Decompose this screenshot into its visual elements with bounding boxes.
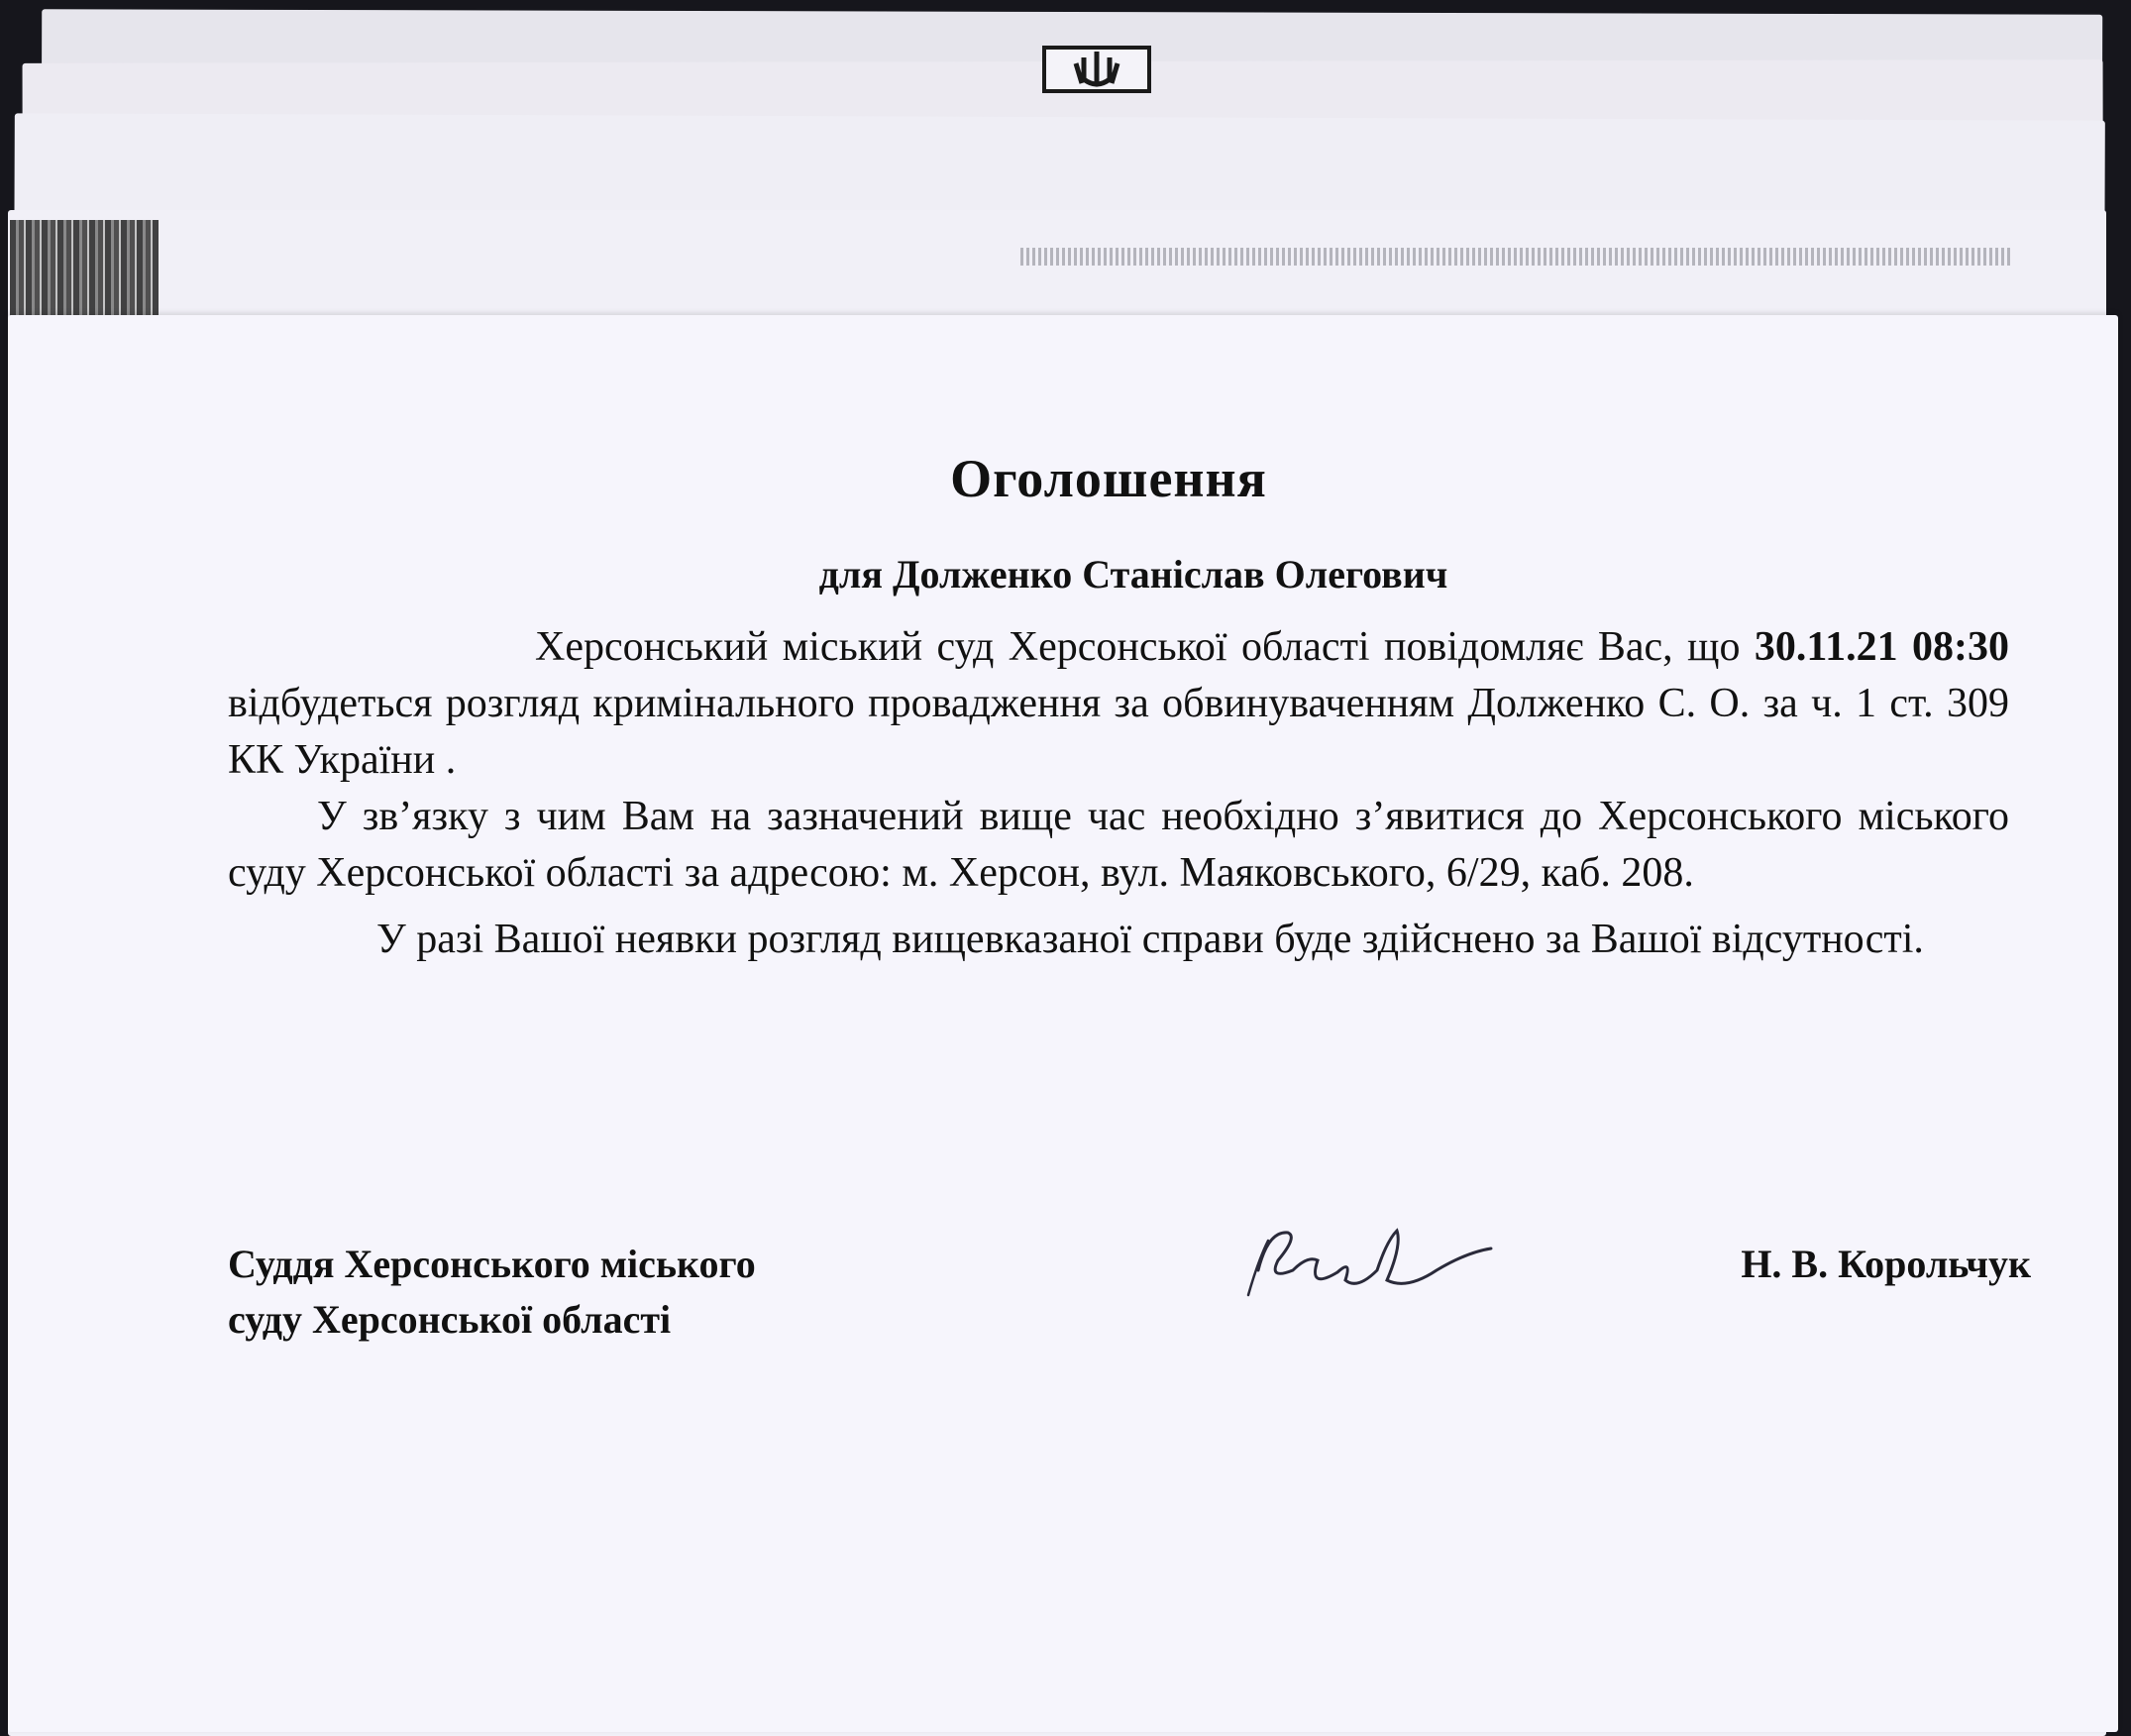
notice-addressee: для Долженко Станіслав Олегович <box>818 552 1448 597</box>
notice-title: Оголошення <box>950 449 1267 508</box>
signatory-title <box>228 1237 756 1348</box>
trident-emblem-icon <box>1042 46 1151 93</box>
signatory-name: Н. В. Корольчук <box>1741 1242 2031 1286</box>
scan-artifact <box>10 220 159 319</box>
notice-body <box>228 448 2009 968</box>
bleed-through-text <box>1020 248 2011 266</box>
paragraph-appearance: У зв’язку з чим Вам на зазначений вище час необхідно з’явитися до Херсонського міського суду Херсонської області за адресою: м. Херсон, вул. Маяковського, 6/29, каб. 208. <box>228 794 2009 896</box>
paragraph-absence: У разі Вашої неявки розгляд вищевказаної справи буде здійснено за Вашої відсутності. <box>376 917 1924 962</box>
paragraph-hearing-start: Херсонський міський суд Херсонської області повідомляє Вас, що <box>535 624 1755 670</box>
signatory-title-line2: суду Херсонської області <box>228 1297 672 1342</box>
signatory-title-line1: Суддя Херсонського міського <box>228 1242 756 1286</box>
signature-block <box>228 1237 2031 1365</box>
hearing-datetime: 30.11.21 08:30 <box>1754 624 2009 670</box>
paragraph-hearing-end: відбудеться розгляд кримінального провадження за обвинуваченням Долженко С. О. за ч. 1 ст. 309 КК України . <box>228 681 2009 783</box>
paragraph-hearing <box>228 619 2009 789</box>
handwritten-signature <box>1238 1201 1496 1310</box>
